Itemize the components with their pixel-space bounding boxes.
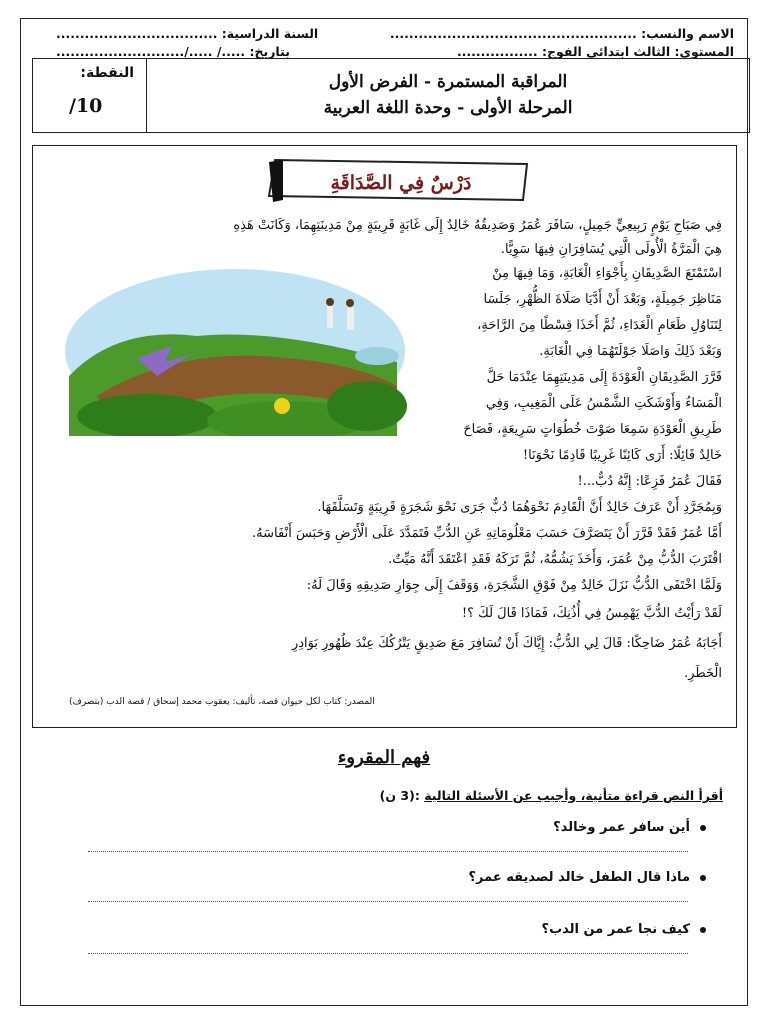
question-text: ماذا قال الطفل خالد لصديقه عمر؟ bbox=[468, 870, 690, 885]
school-year-field[interactable]: السنة الدراسية: .................................. bbox=[56, 26, 319, 41]
grade-value: 10/ bbox=[69, 95, 103, 117]
story-line: هِيَ الْمَرَّةُ الْأُولَى الَّتِي يُسَافِرَانِ فِيهَا سَوِيًّا. bbox=[500, 242, 722, 257]
story-line: أَجَابَهُ عُمَرُ ضَاحِكًا: قَالَ لِي الدُّبُّ: إِيَّاكَ أَنْ تُسَافِرَ مَعَ صَدِيقٍ يَتْرُكُكَ عِنْدَ ظُهُورِ بَوَادِرِ bbox=[291, 636, 722, 651]
question-item bbox=[553, 820, 706, 835]
story-line: لَقَدْ رَأَيْتُ الدُّبَّ يَهْمِسُ فِي أُذُنِكَ، فَمَاذَا قَالَ لَكَ ؟! bbox=[461, 606, 722, 621]
forest-illustration bbox=[57, 266, 407, 436]
exam-titles bbox=[147, 59, 749, 132]
story-line: الْخَطَرِ. bbox=[684, 666, 722, 681]
instruction-points: :(3 ن) bbox=[379, 788, 420, 803]
student-name-field[interactable]: الاسم والنسب: .................................................... bbox=[389, 26, 734, 41]
story-line: وَبَعْدَ ذَلِكَ وَاصَلَا جَوْلَتَهُمَا فِي الْغَابَةِ. bbox=[539, 344, 722, 359]
exam-title-line1: المراقبة المستمرة - الفرض الأول bbox=[328, 72, 568, 92]
story-line: مَنَاظِرَ جَمِيلَةٍ، وَبَعْدَ أَنْ أَدَّيَا صَلَاةَ الظُّهْرِ، جَلَسَا bbox=[483, 292, 722, 307]
answer-line[interactable] bbox=[88, 850, 688, 852]
story-line: وَلَمَّا اخْتَفَى الدُّبُّ نَزَلَ خَالِدٌ مِنْ فَوْقِ الشَّجَرَةِ، وَوَقَفَ إِلَى جِوَارِ صَدِيقِهِ وَقَالَ لَهُ: bbox=[306, 578, 722, 593]
story-line: اسْتَمْتَعَ الصَّدِيقَانِ بِأَجْوَاءِ الْغَابَةِ، وَمَا فِيهَا مِنْ bbox=[492, 266, 722, 281]
grade-box bbox=[33, 59, 147, 132]
story-line: فَقَالَ عُمَرُ فَزِعًا: إِنَّهُ دُبٌّ...! bbox=[577, 474, 722, 489]
answer-line[interactable] bbox=[88, 952, 688, 954]
comprehension-instruction bbox=[380, 788, 723, 803]
comprehension-title: فهم المقروء bbox=[337, 747, 431, 768]
boy-figure bbox=[327, 306, 333, 328]
bullet-icon bbox=[700, 825, 706, 831]
bullet-icon bbox=[700, 927, 706, 933]
story-line: خَالِدٌ قَائِلًا: أَرَى كَائِنًا غَرِيبًا قَادِمًا نَحْوَنَا! bbox=[522, 448, 722, 463]
answer-line[interactable] bbox=[88, 900, 688, 902]
lesson-title: دَرْسٌ فِي الصَّدَاقَةِ bbox=[330, 172, 472, 194]
date-field[interactable]: بتاريخ: ...../ ...../........................... bbox=[56, 44, 290, 59]
question-item bbox=[542, 922, 706, 937]
exam-title-line2: المرحلة الأولى - وحدة اللغة العربية bbox=[323, 98, 573, 118]
exam-title-box bbox=[32, 58, 750, 133]
story-line: لِتَنَاوُلِ طَعَامِ الْغَدَاءِ، ثُمَّ أَخَذَا قِسْطًا مِنَ الرَّاحَةِ، bbox=[477, 318, 722, 333]
question-text: أين سافر عمر وخالد؟ bbox=[553, 820, 690, 835]
story-line: وَبِمُجَرَّدِ أَنْ عَرَفَ خَالِدٌ أَنَّ الْقَادِمَ نَحْوَهُمَا دُبٌّ جَرَى نَحْوَ شَجَرَةٍ قَرِيبَةٍ وَتَسَلَّقَهَا. bbox=[317, 500, 722, 515]
instruction-text: أقرأ النص قراءة متأنية، وأجيب عن الأسئلة التالية bbox=[424, 788, 723, 803]
story-source: المصدر: كتاب لكل حيوان قصة، تأليف: يعقوب محمد إسحاق / قصة الدب (بتصرف) bbox=[69, 697, 375, 707]
bullet-icon bbox=[700, 875, 706, 881]
story-line: أَمَّا عُمَرُ فَقَدْ قَرَّرَ أَنْ يَتَصَرَّفَ حَسَبَ مَعْلُومَاتِهِ عَنِ الدُّبِّ فَتَمَدَّدَ عَلَى الْأَرْضِ وَحَبَسَ أَنْفَاسَهُ. bbox=[252, 526, 722, 541]
story-box bbox=[32, 145, 737, 728]
story-line: فِي صَبَاحِ يَوْمٍ رَبِيعِيٍّ جَمِيلٍ، سَافَرَ عُمَرُ وَصَدِيقُهُ خَالِدٌ إِلَى غَابَةٍ قَرِيبَةٍ مِنْ مَدِينَتِهِمَا، وَكَانَتْ هَذِهِ bbox=[233, 218, 722, 233]
story-line: قَرَّرَ الصَّدِيقَانِ الْعَوْدَةَ إِلَى مَدِينَتِهِمَا عِنْدَمَا حَلَّ bbox=[486, 370, 722, 385]
story-line: اقْتَرَبَ الدُّبُّ مِنْ عُمَرَ، وَأَخَذَ يَشُمُّهُ، ثُمَّ تَرَكَهُ فَقَدِ اعْتَقَدَ أَنَّهُ مَيِّتٌ. bbox=[388, 552, 722, 567]
story-line: الْمَسَاءُ وَأَوْشَكَتِ الشَّمْسُ عَلَى الْمَغِيبِ، وَفِي bbox=[485, 396, 722, 411]
question-item bbox=[468, 870, 706, 885]
story-line: طَرِيقِ الْعَوْدَةِ سَمِعَا صَوْتَ خُطُوَاتٍ سَرِيعَةٍ، فَصَاحَ bbox=[463, 422, 722, 437]
lesson-title-banner bbox=[265, 156, 533, 206]
level-group-field[interactable]: المستوى: الثالث ابتدائي الفوج: ................. bbox=[456, 44, 734, 59]
grade-label: النقطة: bbox=[80, 65, 134, 81]
question-text: كيف نجا عمر من الدب؟ bbox=[541, 922, 690, 937]
